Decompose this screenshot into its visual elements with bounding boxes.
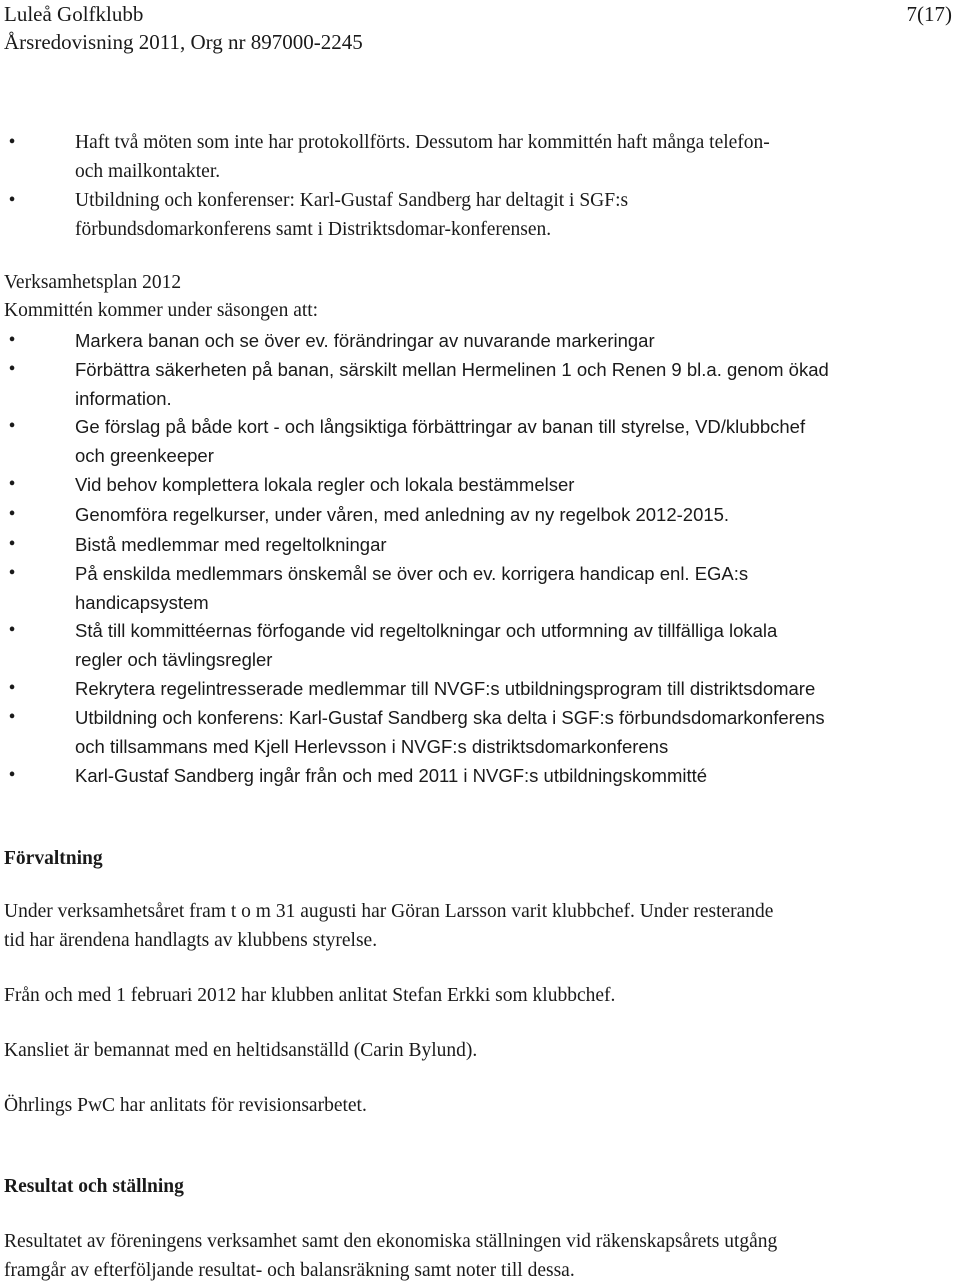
paragraph: Öhrlings PwC har anlitats för revisionsarbetet. (4, 1095, 367, 1116)
bullet-marker: • (8, 678, 16, 699)
list-item: Utbildning och konferens: Karl-Gustaf Sandberg ska delta i SGF:s förbundsdomarkonferens och tillsammans med Kjell Herlevsson i NVGF:s distriktsdomarkonferens (75, 707, 825, 757)
paragraph: Kansliet är bemannat med en heltidsanställd (Carin Bylund). (4, 1040, 478, 1061)
bullet-marker: • (8, 563, 16, 584)
club-name: Luleå Golfklubb (4, 2, 144, 26)
bullet-marker: • (8, 132, 16, 153)
list-item: Haft två möten som inte har protokollförts. Dessutom har kommittén haft många telefon- och mailkontakter. (75, 132, 770, 182)
bullet-marker: • (8, 416, 16, 437)
section-heading-forvaltning: Förvaltning (4, 848, 103, 869)
page-number: 7(17) (906, 2, 952, 26)
bullet-marker: • (8, 504, 16, 525)
list-item: Rekrytera regelintresserade medlemmar till NVGF:s utbildningsprogram till distriktsdomare (75, 678, 816, 699)
list-item: Bistå medlemmar med regeltolkningar (75, 534, 387, 555)
bullet-marker: • (8, 474, 16, 495)
bullet-marker: • (8, 330, 16, 351)
bullet-marker: • (8, 359, 16, 380)
list-item: Stå till kommittéernas förfogande vid regeltolkningar och utformning av tillfälliga lokala regler och tävlingsregler (75, 620, 778, 670)
plan-intro: Kommittén kommer under säsongen att: (4, 300, 319, 321)
bullet-marker: • (8, 765, 16, 786)
report-subtitle: Årsredovisning 2011, Org nr 897000-2245 (4, 30, 363, 54)
paragraph: Under verksamhetsåret fram t o m 31 augusti har Göran Larsson varit klubbchef. Under resterande tid har ärendena handlagts av klubbens styrelse. (4, 901, 774, 951)
list-item: Markera banan och se över ev. förändringar av nuvarande markeringar (75, 330, 655, 351)
plan-title: Verksamhetsplan 2012 (4, 272, 182, 293)
list-item: Ge förslag på både kort - och långsiktiga förbättringar av banan till styrelse, VD/klubbchef och greenkeeper (75, 416, 806, 466)
list-item: Vid behov komplettera lokala regler och lokala bestämmelser (75, 474, 575, 495)
list-item: Utbildning och konferenser: Karl-Gustaf Sandberg har deltagit i SGF:s förbundsdomarkonferens samt i Distriktsdomar-konferensen. (75, 190, 629, 240)
list-item: Genomföra regelkurser, under våren, med anledning av ny regelbok 2012-2015. (75, 504, 730, 525)
bullet-marker: • (8, 620, 16, 641)
paragraph: Från och med 1 februari 2012 har klubben anlitat Stefan Erkki som klubbchef. (4, 985, 616, 1006)
list-item: På enskilda medlemmars önskemål se över och ev. korrigera handicap enl. EGA:s handicapsystem (75, 563, 749, 613)
list-item: Karl-Gustaf Sandberg ingår från och med 2011 i NVGF:s utbildningskommitté (75, 765, 708, 786)
section-heading-resultat: Resultat och ställning (4, 1176, 184, 1197)
bullet-marker: • (8, 190, 16, 211)
bullet-marker: • (8, 534, 16, 555)
list-item: Förbättra säkerheten på banan, särskilt mellan Hermelinen 1 och Renen 9 bl.a. genom ökad information. (75, 359, 829, 409)
paragraph: Resultatet av föreningens verksamhet samt den ekonomiska ställningen vid räkenskapsårets utgång framgår av efterföljande resultat- och balansräkning samt noter till dessa. (4, 1231, 778, 1281)
bullet-marker: • (8, 707, 16, 728)
